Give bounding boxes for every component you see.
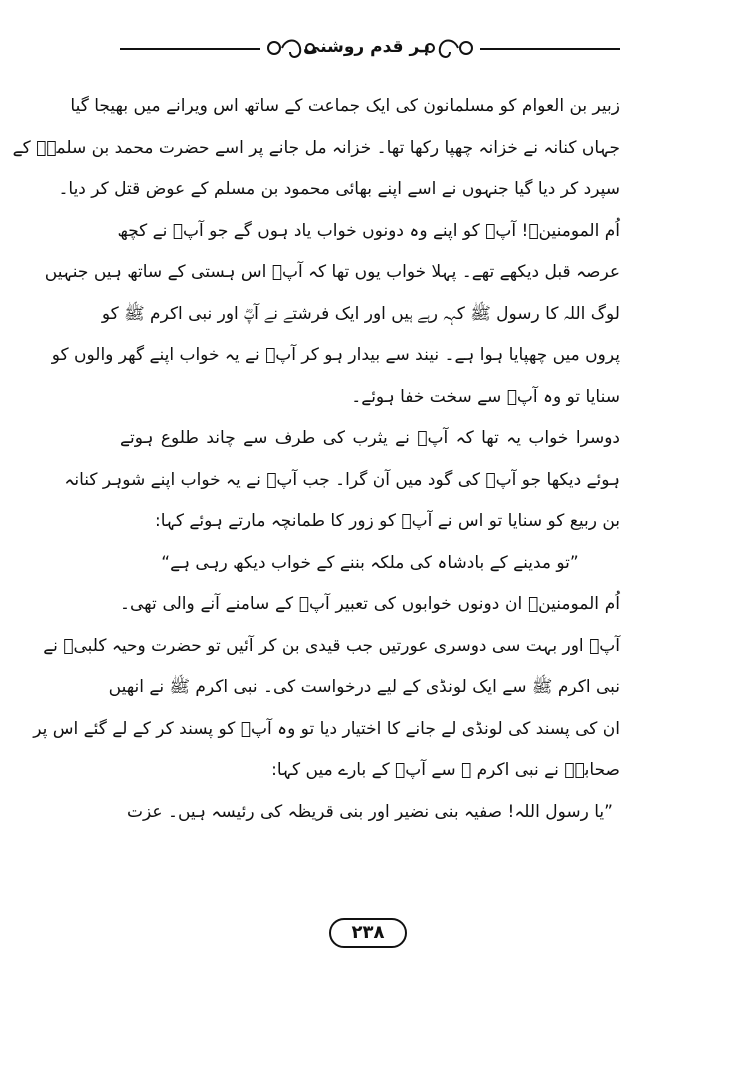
text-line: لوگ اللہ کا رسول ﷺ کہہ رہے ہیں اور ایک فرشتے نے آپؓ اور نبی اکرم ﷺ کو xyxy=(101,303,620,324)
text-line: صحابہؓ نے نبی اکرم ﷺ سے آپؓ کے بارے میں کہا: xyxy=(271,760,620,780)
text-line: ہوئے دیکھا جو آپؓ کی گود میں آن گرا۔ جب آپؓ نے یہ خواب اپنے شوہر کنانہ xyxy=(64,469,620,490)
page-number-text: ۲۳۸ xyxy=(351,922,385,943)
page-number xyxy=(328,917,408,949)
quote-line: ”یا رسول اللہ! صفیہ بنی نضیر اور بنی قریظہ کی رئیسہ ہیں۔ عزت xyxy=(127,801,613,822)
text-line: آپؓ اور بہت سی دوسری عورتیں جب قیدی بن کر آئیں تو حضرت وحیہ کلبیؓ نے xyxy=(43,635,620,656)
running-title: ہر قدم روشنی xyxy=(303,37,430,57)
text-line: ان کی پسند کی لونڈی لے جانے کا اختیار دیا تو وہ آپؓ کو پسند کر کے لے گئے اس پر xyxy=(33,718,620,739)
text-line: اُم المومنینؓ ان دونوں خوابوں کی تعبیر آپؓ کے سامنے آنے والی تھی۔ xyxy=(120,594,620,614)
quote-line: ”تو مدینے کے بادشاہ کی ملکہ بننے کے خواب دیکھ رہی ہے“ xyxy=(161,552,579,573)
text-line: نبی اکرم ﷺ سے ایک لونڈی کے لیے درخواست کی۔ نبی اکرم ﷺ نے انھیں xyxy=(108,677,620,697)
text-line: سنایا تو وہ آپؓ سے سخت خفا ہوئے۔ xyxy=(351,386,620,407)
text-line: زبیر بن العوام کو مسلمانون کی ایک جماعت کے ساتھ اس ویرانے میں بھیجا گیا xyxy=(70,96,620,116)
page-body xyxy=(12,86,620,833)
text-line: عرصہ قبل دیکھے تھے۔ پہلا خواب یوں تھا کہ آپؓ اس ہستی کے ساتھ ہیں جنہیں xyxy=(44,262,620,282)
text-line: اُم المومنینؓ! آپؓ کو اپنے وہ دونوں خواب یاد ہوں گے جو آپؓ نے کچھ xyxy=(117,220,620,241)
text-line: دوسرا خواب یہ تھا کہ آپؓ نے یثرب کی طرف سے چاند طلوع ہوتے xyxy=(120,428,620,448)
text-line: بن ربیع کو سنایا تو اس نے آپؓ کو زور کا طمانچہ مارتے ہوئے کہا: xyxy=(155,511,620,531)
page-header xyxy=(120,26,620,66)
text-line: سپرد کر دیا گیا جنہوں نے اسے اپنے بھائی محمود بن مسلم کے عوض قتل کر دیا۔ xyxy=(58,179,620,199)
header-rule-right xyxy=(480,48,620,50)
text-line: پروں میں چھپایا ہوا ہے۔ نیند سے بیدار ہو کر آپؓ نے یہ خواب اپنے گھر والوں کو xyxy=(51,345,620,365)
text-line: جہاں کنانہ نے خزانہ چھپا رکھا تھا۔ خزانہ مل جانے پر اسے حضرت محمد بن سلمہؓ کے xyxy=(12,137,620,158)
header-rule-left xyxy=(120,48,260,50)
